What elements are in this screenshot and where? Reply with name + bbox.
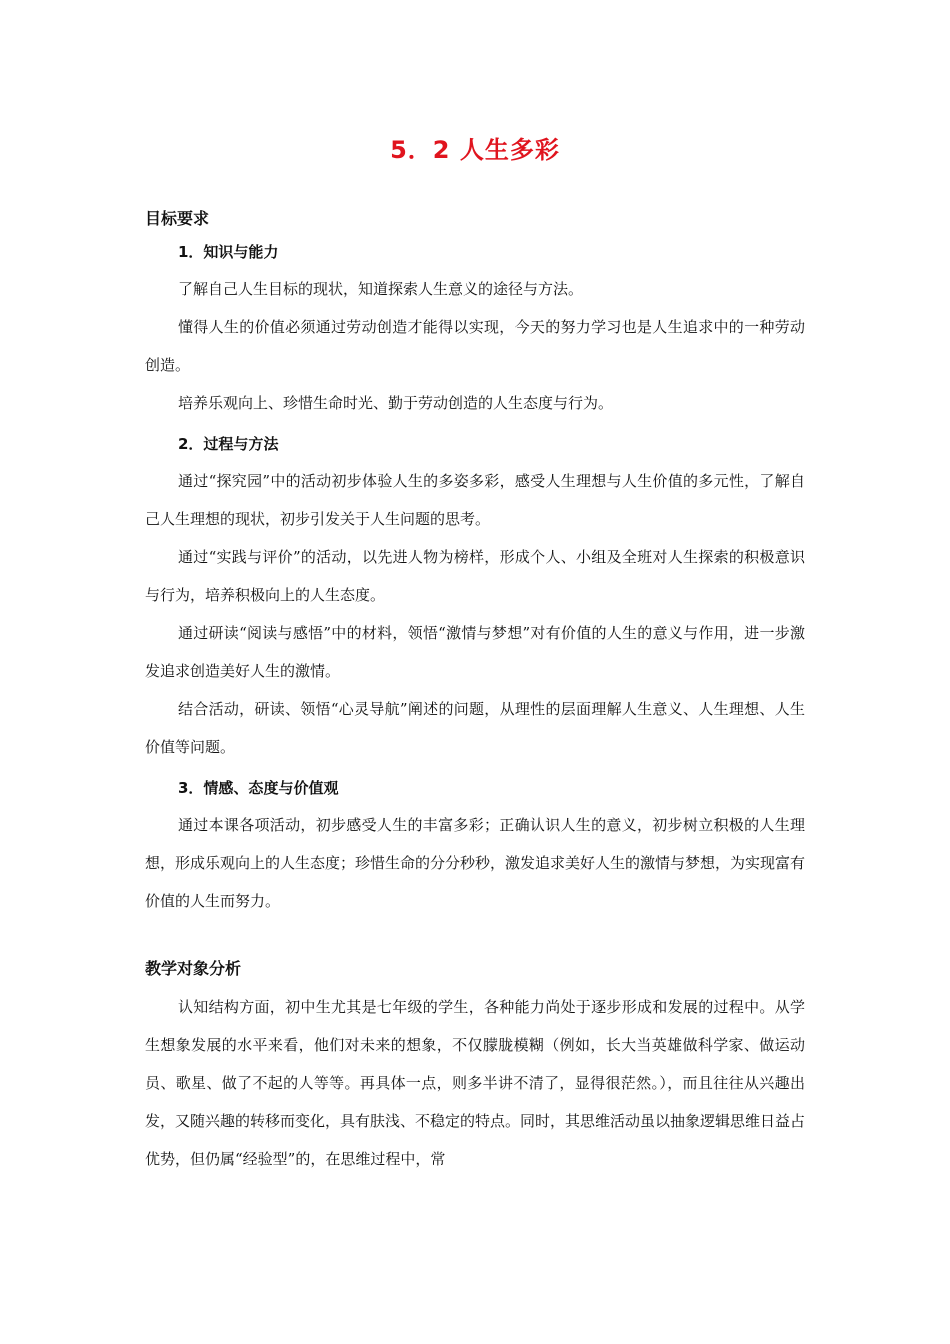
paragraph: 认知结构方面，初中生尤其是七年级的学生，各种能力尚处于逐步形成和发展的过程中。从学生想象发展的水平来看，他们对未来的想象，不仅朦胧模糊（例如，长大当英雄做科学家、做运动员、歌星、做了不起的人等等。再具体一点，则多半讲不清了，显得很茫然。），而且往往从兴趣出发，又随兴趣的转移而变化，具有肤浅、不稳定的特点。同时，其思维活动虽以抽象逻辑思维日益占优势，但仍属“经验型”的，在思维过程中，常 xyxy=(145,998,806,1168)
paragraph: 懂得人生的价值必须通过劳动创造才能得以实现，今天的努力学习也是人生追求中的一种劳动创造。 xyxy=(145,318,805,374)
paragraph: 结合活动，研读、领悟“心灵导航”阐述的问题，从理性的层面理解人生意义、人生理想、人生价值等问题。 xyxy=(145,700,805,756)
paragraph: 通过“探究园”中的活动初步体验人生的多姿多彩，感受人生理想与人生价值的多元性，了解自己人生理想的现状，初步引发关于人生问题的思考。 xyxy=(145,472,805,528)
paragraph: 通过本课各项活动，初步感受人生的丰富多彩；正确认识人生的意义，初步树立积极的人生理想，形成乐观向上的人生态度；珍惜生命的分分秒秒，激发追求美好人生的激情与梦想，为实现富有价值的人生而努力。 xyxy=(145,816,806,910)
paragraph: 通过研读“阅读与感悟”中的材料，领悟“激情与梦想”对有价值的人生的意义与作用，进一步激发追求创造美好人生的激情。 xyxy=(145,624,805,680)
objectives-section xyxy=(145,208,805,920)
paragraph: 了解自己人生目标的现状，知道探索人生意义的途径与方法。 xyxy=(178,280,584,298)
analysis-section xyxy=(145,958,805,1178)
paragraph: 培养乐观向上、珍惜生命时光、勤于劳动创造的人生态度与行为。 xyxy=(178,394,614,412)
paragraph: 通过“实践与评价”的活动，以先进人物为榜样，形成个人、小组及全班对人生探索的积极意识与行为，培养积极向上的人生态度。 xyxy=(145,548,805,604)
objectives-heading: 目标要求 xyxy=(145,209,210,228)
emotion-attitude-values-section xyxy=(145,778,805,920)
document-title: 5．2 人生多彩 xyxy=(390,136,560,164)
process-method-section xyxy=(145,434,805,766)
knowledge-ability-heading: 1．知识与能力 xyxy=(178,243,279,261)
knowledge-ability-section xyxy=(145,242,805,422)
process-method-heading: 2．过程与方法 xyxy=(178,435,279,453)
document-body xyxy=(145,208,805,1178)
analysis-heading: 教学对象分析 xyxy=(145,959,242,978)
emotion-attitude-values-heading: 3．情感、态度与价值观 xyxy=(178,779,339,797)
